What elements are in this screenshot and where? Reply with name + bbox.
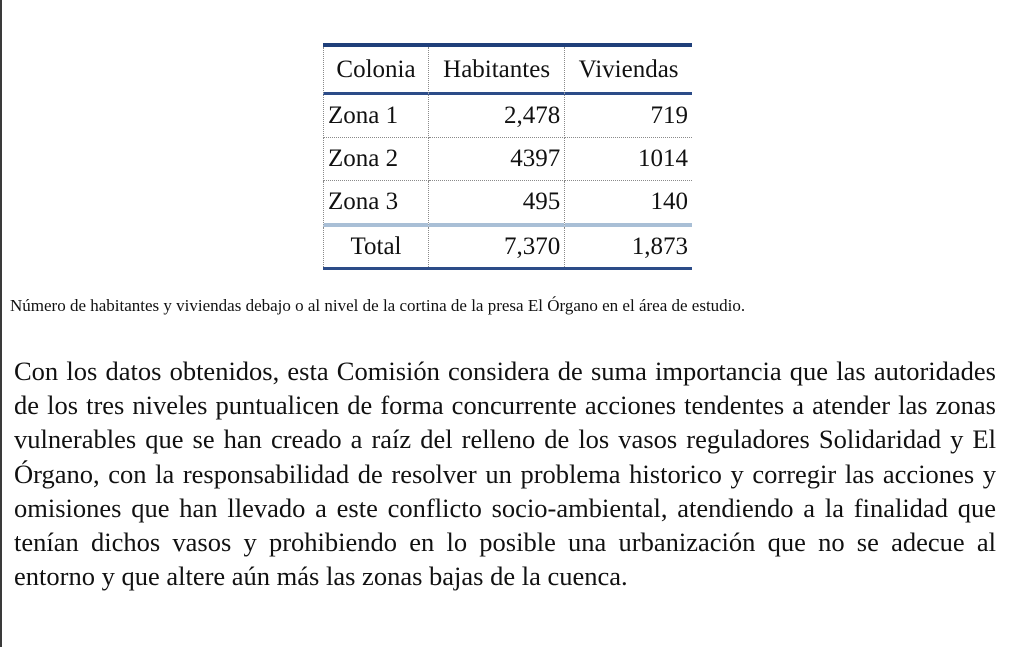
header-habitantes: Habitantes: [429, 47, 565, 95]
cell-colonia: Zona 3: [323, 181, 429, 227]
cell-viviendas: 719: [565, 95, 692, 138]
table-row: [323, 138, 692, 181]
cell-colonia: Zona 2: [323, 138, 429, 181]
total-label: Total: [323, 227, 429, 267]
total-viviendas: 1,873: [631, 233, 688, 260]
cell-viviendas: 1014: [565, 138, 692, 181]
table-row: [323, 95, 692, 138]
table-row: [323, 181, 692, 227]
header-viviendas: Viviendas: [565, 47, 692, 95]
table-total-row: [323, 227, 692, 267]
table-header-row: [323, 47, 692, 95]
cell-habitantes: 2,478: [429, 95, 565, 138]
cell-habitantes: 4397: [429, 138, 565, 181]
population-table: [323, 43, 692, 270]
page-left-border: [0, 0, 2, 647]
body-paragraph: Con los datos obtenidos, esta Comisión considera de suma importancia que las autoridades de los tres niveles puntualicen de forma concurrente acciones tendentes a atender las zonas vulnerables que se han creado a raíz del relleno de los vasos reguladores Solidaridad y El Órgano, con la responsabilidad de resolver un problema historico y corregir las acciones y omisiones que han llevado a este conflicto socio-ambiental, atendiendo a la finalidad que tenían dichos vasos y prohibiendo en lo posible una urbanización que no se adecue al entorno y que altere aún más las zonas bajas de la cuenca.: [14, 356, 996, 592]
cell-habitantes: 495: [429, 181, 565, 227]
total-habitantes: 7,370: [429, 227, 565, 267]
cell-viviendas: 140: [565, 181, 692, 227]
header-colonia: Colonia: [323, 47, 429, 95]
cell-colonia: Zona 1: [323, 95, 429, 138]
table-caption: Número de habitantes y viviendas debajo o al nivel de la cortina de la presa El Órgano en el área de estudio.: [10, 296, 746, 315]
